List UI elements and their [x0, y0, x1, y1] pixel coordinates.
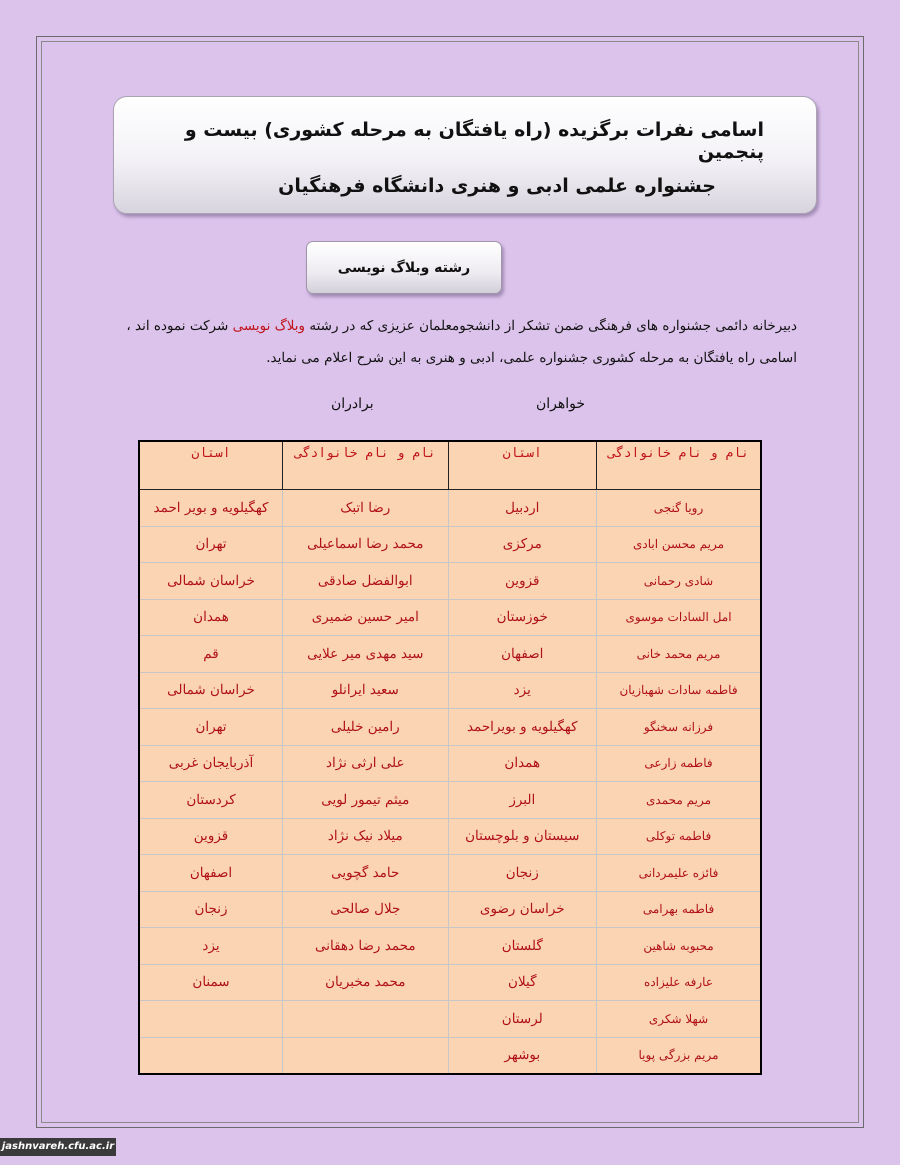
sister-province-cell: البرز [448, 782, 597, 819]
sister-province-cell: اصفهان [448, 636, 597, 673]
brother-province-cell: قزوین [139, 818, 283, 855]
sister-name-cell: مریم محمد خانی [597, 636, 761, 673]
sister-name-cell: فائزه علیمردانی [597, 855, 761, 892]
table-row [139, 891, 761, 928]
brother-name-cell: میلاد نیک نژاد [283, 818, 448, 855]
brother-province-cell: خراسان شمالی [139, 672, 283, 709]
sister-province-cell: لرستان [448, 1001, 597, 1038]
table-row [139, 563, 761, 600]
table-row [139, 636, 761, 673]
sister-province-cell: کهگیلویه و بویراحمد [448, 709, 597, 746]
brother-name-cell: میثم تیمور لویی [283, 782, 448, 819]
brother-name-cell: محمد رضا دهقانی [283, 928, 448, 965]
table-row [139, 745, 761, 782]
table-row [139, 928, 761, 965]
brother-province-cell: کردستان [139, 782, 283, 819]
brother-province-cell: تهران [139, 709, 283, 746]
brother-name-cell: سعید ایرانلو [283, 672, 448, 709]
brother-province-cell: خراسان شمالی [139, 563, 283, 600]
sister-name-cell: رویا گنجی [597, 490, 761, 527]
brother-name-cell: ابوالفضل صادقی [283, 563, 448, 600]
brother-province-cell [139, 1001, 283, 1038]
brother-province-cell: همدان [139, 599, 283, 636]
table-row [139, 672, 761, 709]
sister-name-cell: فاطمه سادات شهبازیان [597, 672, 761, 709]
table-row [139, 709, 761, 746]
brother-name-cell: حامد گچویی [283, 855, 448, 892]
sister-name-cell: مریم بزرگی پویا [597, 1037, 761, 1074]
sister-name-cell: مریم محسن ابادی [597, 526, 761, 563]
sister-province-cell: یزد [448, 672, 597, 709]
brother-province-cell: زنجان [139, 891, 283, 928]
intro-highlight: وبلاگ نویسی [232, 318, 306, 334]
table-header-row [139, 441, 761, 490]
sister-province-cell: قزوین [448, 563, 597, 600]
sister-name-cell: امل السادات موسوی [597, 599, 761, 636]
brother-name-cell: جلال صالحی [283, 891, 448, 928]
brother-name-cell [283, 1001, 448, 1038]
sister-province-cell: گلستان [448, 928, 597, 965]
table-row [139, 782, 761, 819]
brother-province-cell: سمنان [139, 964, 283, 1001]
table-row [139, 855, 761, 892]
table-row [139, 818, 761, 855]
sister-province-cell: گیلان [448, 964, 597, 1001]
brother-province-cell: آذربایجان غربی [139, 745, 283, 782]
sisters-group-label: خواهران [536, 396, 586, 412]
winners-table [138, 440, 762, 1075]
table-row [139, 599, 761, 636]
brother-name-cell: امیر حسین ضمیری [283, 599, 448, 636]
sister-province-cell: خوزستان [448, 599, 597, 636]
intro-text-part2: شرکت نموده اند ، اسامی راه یافتگان به مرحله کشوری جشنواره علمی، ادبی و هنری به این شرح اعلام می نماید. [126, 318, 797, 366]
header-sisters-province: استان [448, 441, 597, 490]
intro-text-part1: دبیرخانه دائمی جشنواره های فرهنگی ضمن تشکر از دانشجومعلمان عزیزی که در رشته [305, 318, 797, 334]
table-row [139, 526, 761, 563]
sister-name-cell: محبوبه شاهین [597, 928, 761, 965]
sister-province-cell: همدان [448, 745, 597, 782]
sister-name-cell: مریم محمدی [597, 782, 761, 819]
table-row [139, 1001, 761, 1038]
sister-name-cell: فاطمه زارعی [597, 745, 761, 782]
sister-name-cell: شهلا شکری [597, 1001, 761, 1038]
sister-province-cell: زنجان [448, 855, 597, 892]
sister-province-cell: سیستان و بلوچستان [448, 818, 597, 855]
brother-name-cell: رضا اتبک [283, 490, 448, 527]
sister-name-cell: فاطمه توکلی [597, 818, 761, 855]
header-brothers-province: استان [139, 441, 283, 490]
sister-name-cell: شادی رحمانی [597, 563, 761, 600]
winners-table-body [139, 490, 761, 1075]
brother-name-cell [283, 1037, 448, 1074]
brother-province-cell [139, 1037, 283, 1074]
table-row [139, 490, 761, 527]
brother-name-cell: محمد مخبریان [283, 964, 448, 1001]
table-row [139, 964, 761, 1001]
table-row [139, 1037, 761, 1074]
sister-name-cell: فاطمه بهرامی [597, 891, 761, 928]
brother-province-cell: کهگیلویه و بویر احمد [139, 490, 283, 527]
brother-province-cell: قم [139, 636, 283, 673]
brother-name-cell: سید مهدی میر علایی [283, 636, 448, 673]
header-sisters-name: نام و نام خانوادگی [597, 441, 761, 490]
sister-province-cell: مرکزی [448, 526, 597, 563]
brother-name-cell: محمد رضا اسماعیلی [283, 526, 448, 563]
sister-province-cell: خراسان رضوی [448, 891, 597, 928]
intro-paragraph [100, 310, 797, 374]
title-banner [113, 96, 817, 214]
header-brothers-name: نام و نام خانوادگی [283, 441, 448, 490]
sister-name-cell: فرزانه سخنگو [597, 709, 761, 746]
brother-province-cell: یزد [139, 928, 283, 965]
brother-name-cell: علی ارثی نژاد [283, 745, 448, 782]
sister-name-cell: عارفه علیزاده [597, 964, 761, 1001]
title-line-1: اسامی نفرات برگزیده (راه یافتگان به مرحله کشوری) بیست و پنجمین [184, 119, 764, 163]
sister-province-cell: اردبیل [448, 490, 597, 527]
category-badge: رشته وبلاگ نویسی [306, 241, 502, 294]
title-line-2: جشنواره علمی ادبی و هنری دانشگاه فرهنگیان [278, 175, 716, 197]
sister-province-cell: بوشهر [448, 1037, 597, 1074]
brother-province-cell: اصفهان [139, 855, 283, 892]
brothers-group-label: برادران [331, 396, 374, 412]
brother-province-cell: تهران [139, 526, 283, 563]
site-watermark: jashnvareh.cfu.ac.ir [0, 1138, 116, 1156]
brother-name-cell: رامین خلیلی [283, 709, 448, 746]
